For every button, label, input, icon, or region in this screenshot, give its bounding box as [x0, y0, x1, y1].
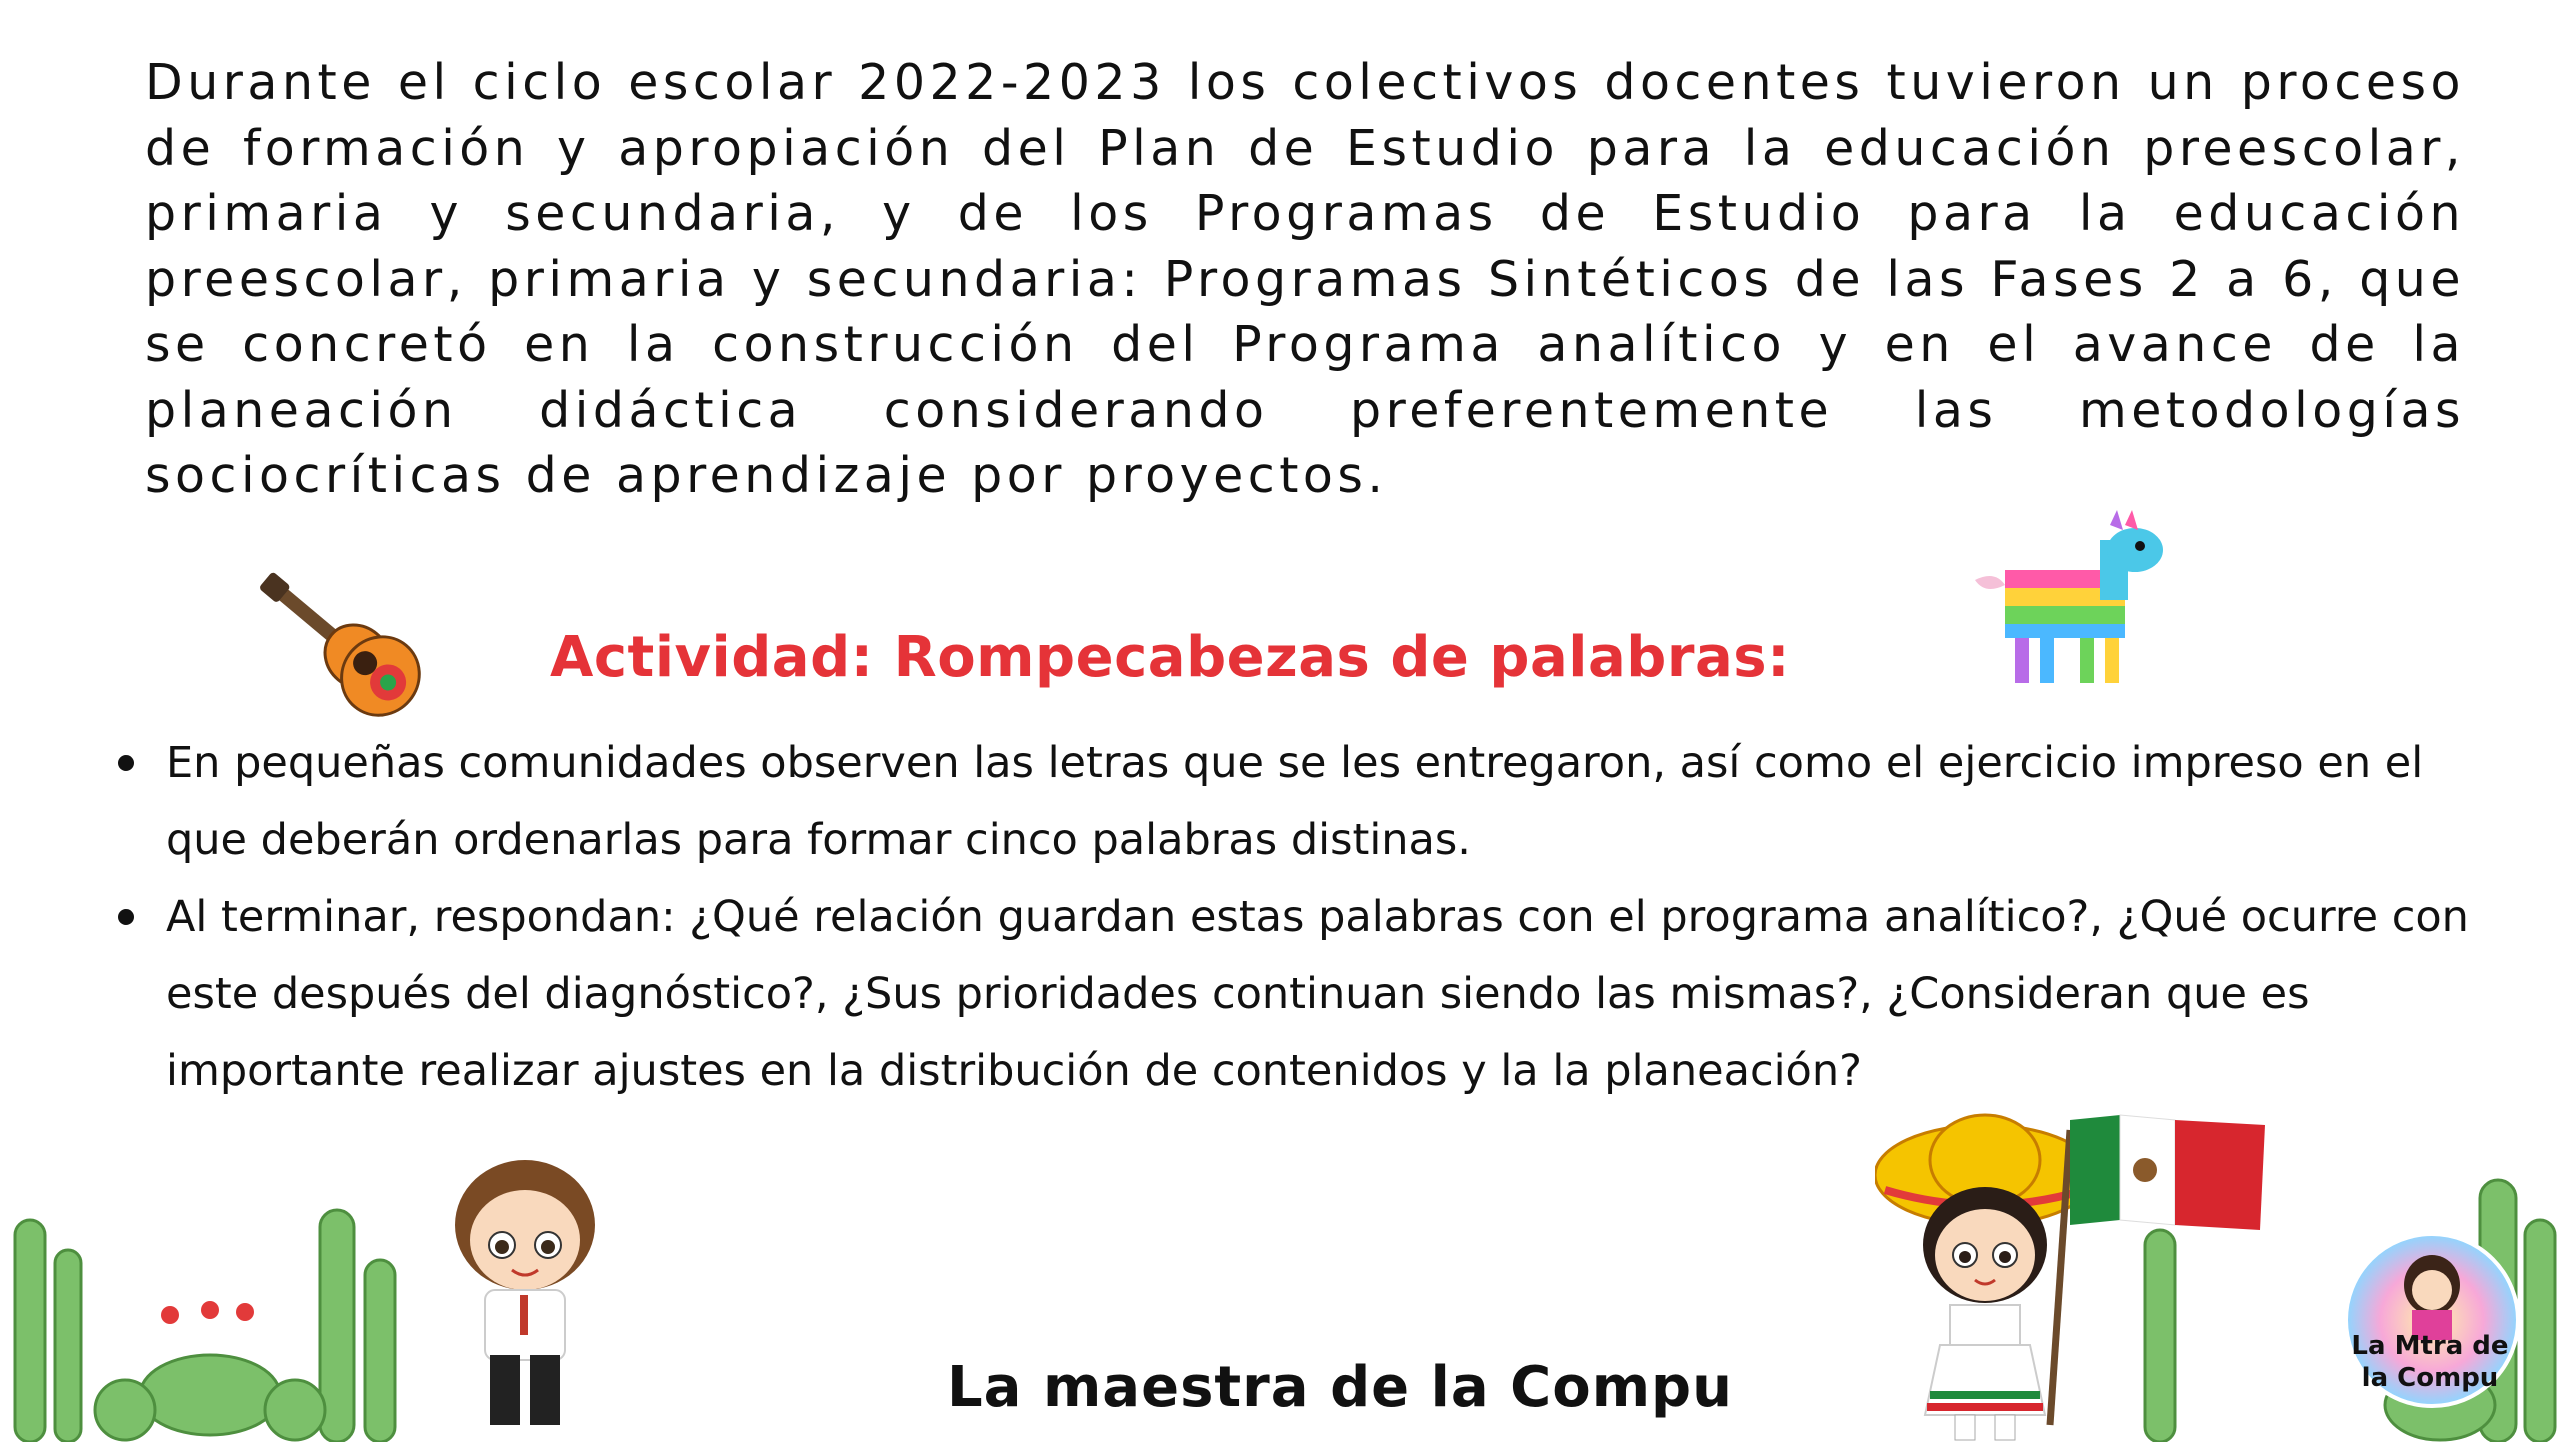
intro-paragraph: Durante el ciclo escolar 2022-2023 los colectivos docentes tuvieron un proceso de formación y apropiación del Plan de Estudio para la educación preescolar, primaria y secundaria, y de los Programas de Estudio para la educación preescolar, primaria y secundaria: Programas Sintéticos de las Fases 2 a 6, que se concretó en la construcción del Programa analítico y en el avance de la planeación didáctica considerando preferentemente las metodologías sociocríticas de aprendizaje por proyectos. [145, 54, 2465, 504]
footer-brand: La maestra de la Compu [946, 1355, 1733, 1420]
activity-title: Actividad: Rompecabezas de palabras: [550, 625, 1790, 690]
bullet-item: Al terminar, respondan: ¿Qué relación guardan estas palabras con el programa analítico?, ¿Qué ocurre con este después del diagnóstico?, ¿Sus prioridades continuan siendo las mismas?, ¿Consideran que es importante realizar ajustes en la distribución de contenidos y la la planeación? [110, 879, 2500, 1110]
bullet-item: En pequeñas comunidades observen las letras que se les entregaron, así como el ejercicio impreso en el que deberán ordenarlas para formar cinco palabras distinas. [110, 725, 2500, 879]
activity-bullet-list [110, 725, 2500, 1110]
badge-text: La Mtra de la Compu [2351, 1331, 2509, 1393]
